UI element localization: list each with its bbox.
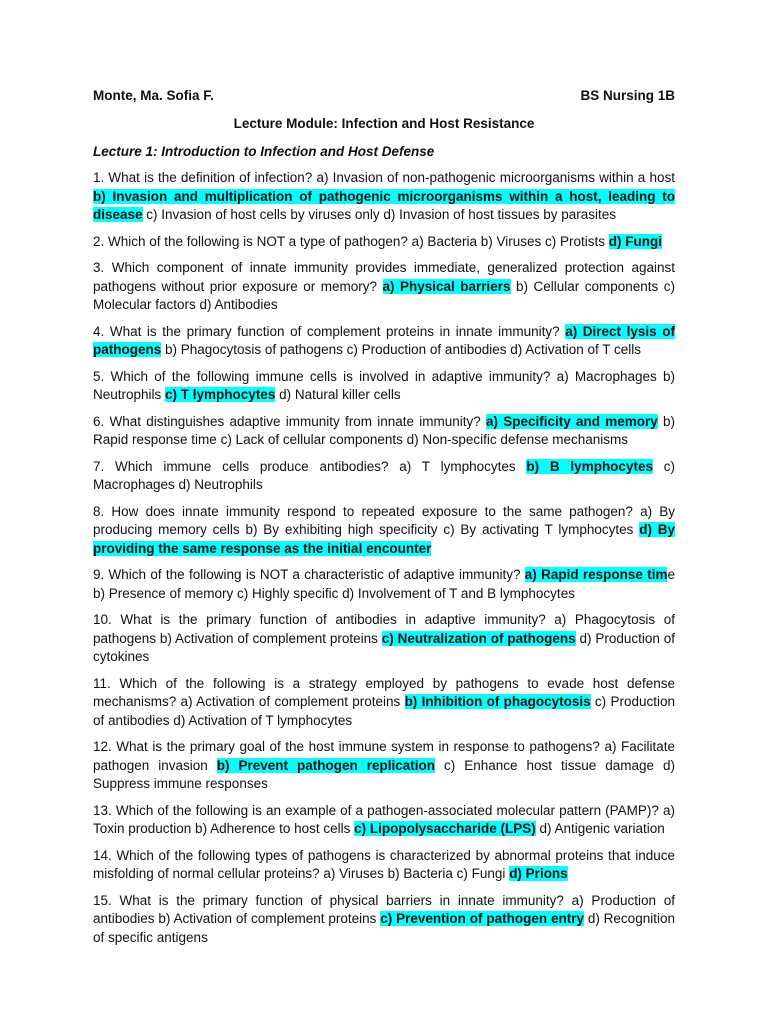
question-text: 2. Which of the following is NOT a type of pathogen? a) Bacteria b) Viruses c) Protists [93,233,609,249]
highlighted-answer: b) Invasion and multiplication of pathogenic microorganisms within a host, leading to disease [93,188,675,222]
question-text: 1. What is the definition of infection? a) Invasion of non-pathogenic microorganisms within a host [93,170,675,185]
highlighted-answer: d) By providing the same response as the initial encounter [93,522,676,556]
highlighted-answer: b) Inhibition of phagocytosis [404,694,591,709]
highlighted-answer: b) Prevent pathogen replication [216,757,436,773]
question-item [93,892,675,948]
question-item [93,802,675,839]
question-text: 4. What is the primary function of complement proteins in innate immunity? [93,323,566,339]
question-options: c) Enhance host tissue damage d) Suppress immune responses [93,757,675,791]
highlighted-answer: d) Fungi [608,233,662,249]
question-item [93,458,675,495]
question-item [93,368,675,405]
question-options: b) Rapid response time c) Lack of cellular components d) Non-specific defense mechanisms [93,413,675,447]
question-item [93,847,675,884]
highlighted-answer: b) B lymphocytes [526,458,653,474]
question-item [93,566,675,603]
question-text: 15. What is the primary function of physical barriers in innate immunity? a) Production of antibodies b) Activation of complement proteins [93,892,675,926]
question-item [93,323,675,360]
highlighted-answer: a) Direct lysis of pathogens [93,323,675,357]
document-title: Lecture Module: Infection and Host Resistance [233,116,535,131]
highlighted-answer: d) Prions [509,866,568,881]
question-options: e b) Presence of memory c) Highly specific d) Involvement of T and B lymphocytes [93,567,675,601]
highlighted-answer: c) Prevention of pathogen entry [380,911,584,926]
question-text: 6. What distinguishes adaptive immunity from innate immunity? [93,413,486,429]
highlighted-answer: a) Rapid response tim [524,567,668,582]
student-name: Monte, Ma. Sofia F. [93,88,214,103]
highlighted-answer: c) Lipopolysaccharide (LPS) [354,821,536,836]
question-text: 10. What is the primary function of antibodies in adaptive immunity? a) Phagocytosis of pathogens b) Activation of complement proteins [93,612,675,646]
highlighted-answer: c) T lymphocytes [165,387,276,402]
question-text: 11. Which of the following is a strategy employed by pathogens to evade host defense mechanisms? a) Activation of complement proteins [93,675,675,709]
question-text: 9. Which of the following is NOT a characteristic of adaptive immunity? [93,567,525,582]
question-item [93,503,675,559]
question-text: 8. How does innate immunity respond to repeated exposure to the same pathogen? a) By producing memory cells b) By exhibiting high specificity c) By activating T lymphocytes [93,503,675,537]
highlighted-answer: a) Physical barriers [382,278,511,294]
question-text: 5. Which of the following immune cells is involved in adaptive immunity? a) Macrophages b) Neutrophils [93,368,675,402]
question-text: 14. Which of the following types of pathogens is characterized by abnormal proteins that induce misfolding of normal cellular proteins? a) Viruses b) Bacteria c) Fungi [93,847,675,881]
lecture-heading: Lecture 1: Introduction to Infection and Host Defense [93,144,435,159]
question-options: c) Invasion of host cells by viruses only d) Invasion of host tissues by parasites [142,207,617,222]
question-text: 7. Which immune cells produce antibodies? a) T lymphocytes [93,458,527,474]
question-item [93,259,675,315]
question-text: 13. Which of the following is an example of a pathogen-associated molecular pattern (PAMP)? a) Toxin production b) Adherence to host cells [93,802,675,836]
question-item [93,233,675,252]
highlighted-answer: a) Specificity and memory [486,413,658,429]
question-options: c) Production of antibodies d) Activation of T lymphocytes [93,694,675,728]
question-item [93,611,675,667]
question-options: d) Natural killer cells [275,387,401,402]
question-options: d) Recognition of specific antigens [93,911,675,945]
question-text: 12. What is the primary goal of the host immune system in response to pathogens? a) Facilitate pathogen invasion [93,739,675,773]
question-options: b) Cellular components c) Molecular factors d) Antibodies [93,278,675,312]
highlighted-answer: c) Neutralization of pathogens [381,630,576,646]
header-row [93,88,675,104]
question-item [93,169,675,225]
question-options: b) Phagocytosis of pathogens c) Production of antibodies d) Activation of T cells [161,342,642,357]
question-text: 3. Which component of innate immunity provides immediate, generalized protection against pathogens without prior exposure or memory? [93,260,675,294]
question-options: d) Production of cytokines [93,630,675,664]
question-item [93,738,675,794]
question-options: d) Antigenic variation [535,821,665,836]
question-item [93,413,675,450]
question-list [93,169,675,947]
question-item [93,675,675,731]
question-options: c) Macrophages d) Neutrophils [93,458,675,492]
student-program: BS Nursing 1B [580,88,675,103]
